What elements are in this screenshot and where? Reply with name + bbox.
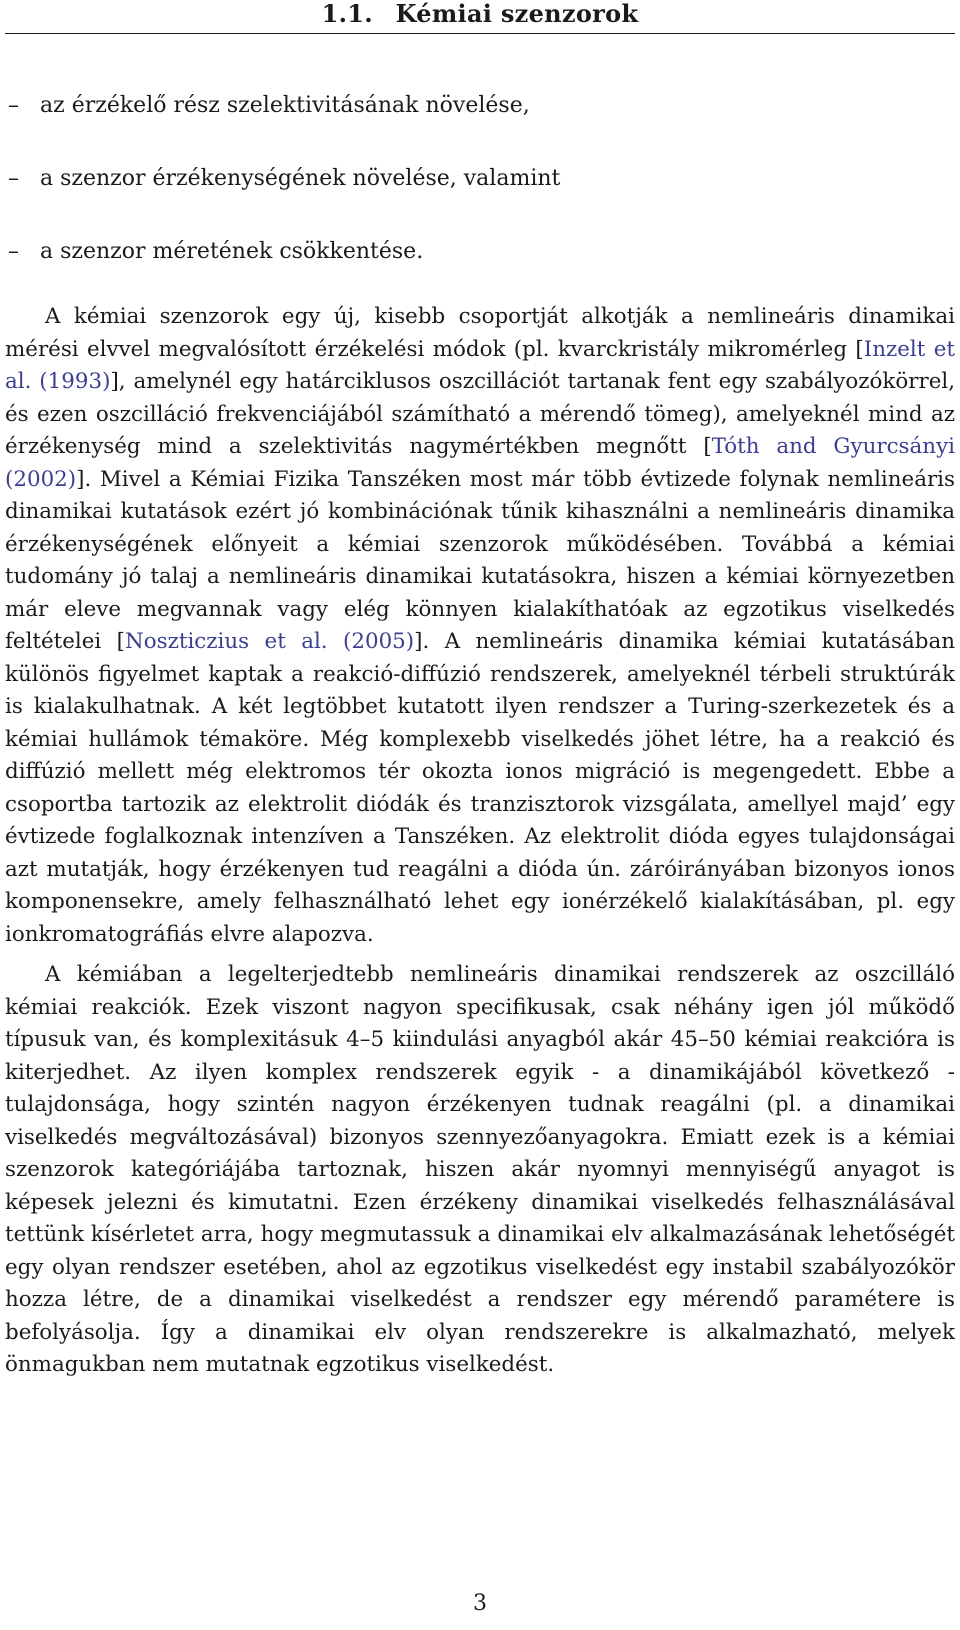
- citation-link-noszticzius[interactable]: Noszticzius et al. (2005): [125, 629, 415, 654]
- list-item-text: az érzékelő rész szelektivitásának növelése,: [40, 93, 530, 118]
- dash-bullet: –: [8, 166, 19, 191]
- list-item-text: a szenzor érzékenységének növelése, valamint: [40, 166, 561, 191]
- dash-bullet: –: [8, 93, 19, 118]
- paragraph: [5, 301, 955, 951]
- document-page: [5, 0, 955, 1630]
- running-header: [5, 0, 955, 34]
- bracket: [: [703, 434, 712, 459]
- paragraph: A kémiában a legelterjedtebb nemlineáris dinamikai rendszerek az oszcilláló kémiai reakciók. Ezek viszont nagyon specifikusak, csak néhány igen jól működő típusuk van, és komplexitásuk 4–5 kiindulási anyagból akár 45–50 kémiai reakcióra is kiterjedhet. Az ilyen komplex rendszerek egyik - a dinamikájából következő - tulajdonsága, hogy szintén nagyon érzékenyen tudnak reagálni (pl. a dinamikai viselkedés megváltozásával) bizonyos szennyezőanyagokra. Emiatt ezek is a kémiai szenzorok kategóriájába tartoznak, hiszen akár nyomnyi mennyiségű anyagot is képesek jelezni és kimutatni. Ezen érzékeny dinamikai viselkedés felhasználásával tettünk kísérletet arra, hogy megmutassuk a dinamikai elv alkalmazásának lehetőségét egy olyan rendszer esetében, ahol az egzotikus viselkedést egy instabil szabályozókör hozza létre, de a dinamikai viselkedést a rendszer egy mérendő paramétere is befolyásolja. Így a dinamikai elv olyan rendszerekre is alkalmazható, melyek önmagukban nem mutatnak egzotikus viselkedést.: [5, 962, 955, 1377]
- text-run: A kémiai szenzorok egy új, kisebb csoportját alkotják a nemlineáris dinamikai mérési elvvel megvalósított érzékelési módok (pl. kvarckristály mikromérleg: [5, 304, 955, 362]
- text-run: ]. Mivel a Kémiai Fizika Tanszéken most már több évtizede folynak nemlineáris dinamikai kutatások ezért jó kombinációnak tűnik kihasználni a nemlineáris dinamika érzékenységének előnyeit a kémiai szenzorok működésében. Továbbá a kémiai tudomány jó talaj a nemlineáris dinamikai kutatásokra, hiszen a kémiai környezetben már eleve megvannak vagy elég könnyen kialakíthatóak az egzotikus viselkedés feltételei: [5, 466, 955, 654]
- body-text: [5, 301, 955, 1382]
- section-title: Kémiai szenzorok: [395, 0, 639, 28]
- section-number: 1.1.: [321, 0, 373, 28]
- dash-bullet: –: [8, 239, 19, 264]
- bracket: [: [855, 336, 864, 362]
- citation-link-inzelt[interactable]: Inzelt et al. (1993): [5, 336, 955, 394]
- bullet-list: [5, 90, 955, 268]
- list-item: [5, 90, 955, 122]
- text-run: ], amelynél egy határciklusos oszcillációt tartanak fent egy szabályozókörrel, és ezen oszcilláció frekvenciájából számítható a mérendő tömeg), amelyeknél mind az érzékenység mind a szelektivitás nagymértékben megnőtt: [5, 369, 955, 459]
- text-run: ]. A nemlineáris dinamika kémiai kutatásában különös figyelmet kaptak a reakció-diffúzió rendszerek, amelyeknél térbeli struktúrák is kialakulhatnak. A két legtöbbet kutatott ilyen rendszer a Turing-szerkezetek és a kémiai hullámok témaköre. Még komplexebb viselkedés jöhet létre, ha a reakció és diffúzió mellett még elektromos tér okozta ionos migráció is megengedett. Ebbe a csoportba tartozik az elektrolit diódák és tranzisztorok vizsgálata, amellyel majd’ egy évtizede foglalkoznak intenzíven a Tanszéken. Az elektrolit dióda egyes tulajdonságai azt mutatják, hogy érzékenyen tud reagálni a dióda ún. záróirányában bizonyos ionos komponensekre, amely felhasználható lehet egy ionérzékelő kialakításában, pl. egy ionkromatográfiás elvre alapozva.: [5, 629, 955, 947]
- citation-link-toth[interactable]: Tóth and Gyurcsányi (2002): [5, 434, 955, 492]
- list-item: [5, 163, 955, 195]
- page-number: 3: [473, 1591, 487, 1616]
- bracket: [: [116, 629, 126, 654]
- list-item: [5, 236, 955, 268]
- list-item-text: a szenzor méretének csökkentése.: [40, 239, 424, 264]
